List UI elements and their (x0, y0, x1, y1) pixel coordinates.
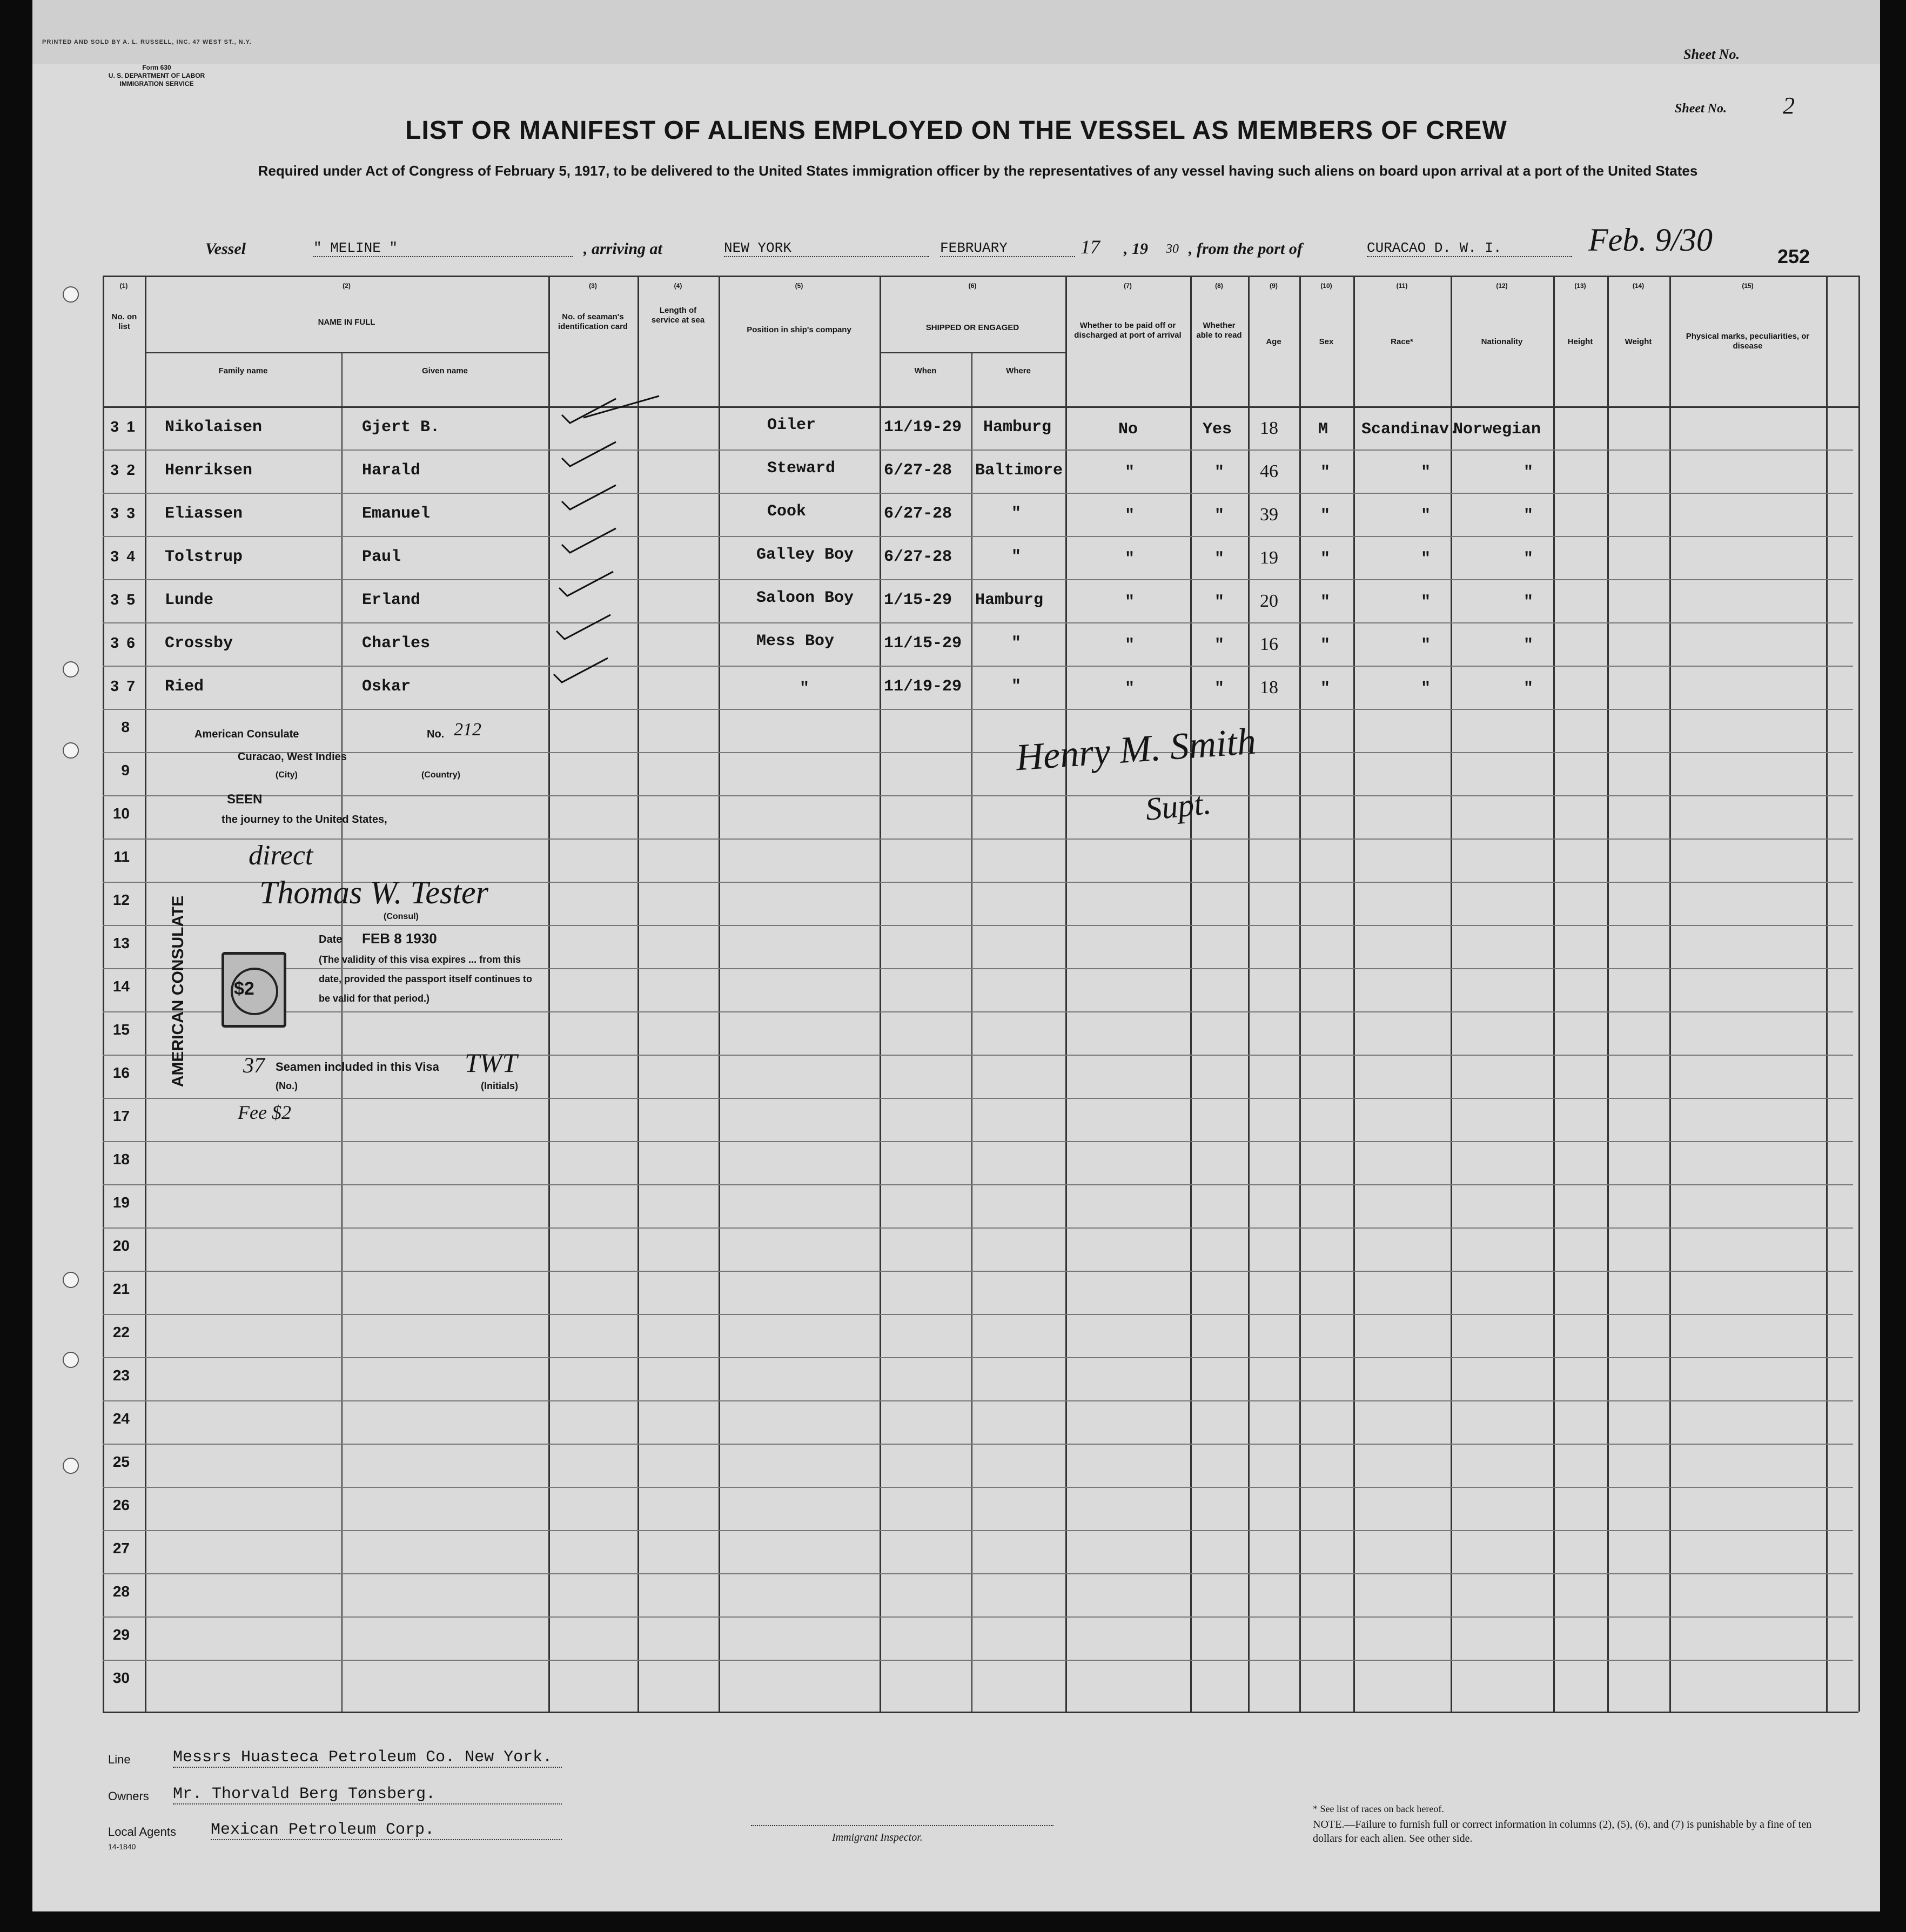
shipped-when: 6/27-28 (884, 548, 952, 566)
vessel-line (205, 222, 1880, 268)
punch-hole (63, 1352, 79, 1368)
page-subtitle: Required under Act of Congress of February 5, 1917, to be delivered to the United States immigration officer by the representatives of any vessel having such aliens on board upon arrival at a port of the United States (258, 163, 1698, 179)
top-sheet-label: Sheet No. (1683, 46, 1740, 62)
row-number: 8 (121, 719, 130, 735)
row-number: 1 (126, 418, 135, 435)
column-number: (8) (1215, 282, 1223, 290)
checkmark-icon (543, 653, 667, 685)
department: U. S. DEPARTMENT OF LABOR (108, 72, 205, 79)
row-line (103, 1357, 1853, 1358)
col-divider (1553, 276, 1555, 1712)
vessel-label: Vessel (205, 240, 246, 258)
given-name: Charles (362, 634, 431, 653)
agents-label: Local Agents (108, 1825, 176, 1839)
col-divider (1826, 276, 1828, 1712)
given-name: Paul (362, 548, 401, 566)
page-number: 252 (1777, 245, 1810, 267)
col-divider (1353, 276, 1355, 1712)
sex: " (1320, 680, 1331, 698)
nationality: Norwegian (1453, 420, 1541, 439)
line-value: Messrs Huasteca Petroleum Co. New York. (173, 1748, 562, 1768)
nationality: " (1524, 550, 1534, 568)
row-number: 22 (112, 1324, 130, 1340)
col-divider (719, 276, 720, 1712)
visa-no-label: No. (427, 728, 445, 740)
age: 19 (1260, 548, 1278, 568)
row-number: 17 (112, 1108, 130, 1124)
sex: " (1320, 593, 1331, 612)
given-name: Oskar (362, 677, 411, 696)
row-prefix: 3 (110, 461, 119, 478)
row-line (103, 709, 1853, 710)
punch-hole (63, 1272, 79, 1288)
age: 39 (1260, 505, 1278, 525)
given-name: Emanuel (362, 505, 431, 523)
row-number: 12 (112, 891, 130, 908)
city-caption: (City) (276, 770, 298, 780)
arriving-label: , arriving at (583, 240, 662, 258)
shipped-when: 11/19-29 (884, 418, 962, 437)
given-name: Erland (362, 591, 421, 609)
from-label: , from the port of (1189, 240, 1303, 258)
row-line (103, 1573, 1853, 1574)
row-number: 26 (112, 1497, 130, 1513)
race: " (1421, 507, 1431, 525)
row-line (103, 579, 1853, 580)
given-name: Gjert B. (362, 418, 440, 437)
row-line (103, 493, 1853, 494)
consul-caption: (Consul) (384, 912, 419, 921)
checkmark-icon (551, 523, 675, 555)
shipped-where: " (1011, 548, 1022, 566)
col-header-paid-off: Whether to be paid off or discharged at port of arrival (1074, 321, 1182, 340)
sex: " (1320, 636, 1331, 655)
country-caption: (Country) (421, 770, 460, 780)
row-line (103, 666, 1853, 667)
master-title: Supt. (1143, 784, 1213, 828)
col-header-where: Where (1006, 366, 1031, 375)
row-number: 27 (112, 1540, 130, 1557)
given-name: Harald (362, 461, 421, 480)
checkmark-icon (551, 393, 675, 426)
inspector-signature-line (751, 1825, 1053, 1826)
nationality: " (1524, 593, 1534, 612)
checkmark-icon (548, 566, 673, 599)
sex: " (1320, 550, 1331, 568)
fine-note: NOTE.—Failure to furnish full or correct information in columns (2), (5), (6), and (7) is punishable by a fine of ten dollars for each alien. See other side. (1313, 1819, 1812, 1844)
nationality: " (1524, 636, 1534, 655)
col-header-when: When (914, 366, 937, 375)
row-prefix: 3 (110, 418, 119, 435)
row-line (103, 622, 1853, 623)
col-divider (971, 352, 972, 1712)
visa-direct: direct (249, 840, 313, 871)
col-header-shipped-or-engaged: SHIPPED OR ENGAGED (925, 323, 1019, 332)
col-header-seaman-card: No. of seaman's identification card (558, 312, 628, 331)
owners-value: Mr. Thorvald Berg Tønsberg. (173, 1785, 562, 1804)
inspector-label: Immigrant Inspector. (832, 1832, 923, 1843)
paid-off: " (1125, 550, 1135, 568)
service: IMMIGRATION SERVICE (119, 80, 194, 88)
owners-label: Owners (108, 1789, 149, 1803)
able-to-read: " (1214, 593, 1225, 612)
shipped-where: Baltimore (975, 461, 1063, 480)
shipped-where: " (1011, 505, 1022, 523)
row-number: 29 (112, 1626, 130, 1643)
arrival-day: 17 (1080, 236, 1100, 258)
col-header-given-name: Given name (421, 366, 468, 375)
row-number: 20 (112, 1237, 130, 1254)
column-number: (10) (1320, 282, 1332, 290)
col-divider (1299, 276, 1301, 1712)
family-name: Ried (165, 677, 204, 696)
position: " (800, 680, 810, 698)
race: " (1421, 464, 1431, 482)
consulate-label: American Consulate (194, 728, 299, 740)
col-divider (1607, 276, 1609, 1712)
row-number: 21 (112, 1280, 130, 1297)
col-header-family-name: Family name (218, 366, 268, 375)
position: Saloon Boy (756, 589, 854, 607)
column-number: (13) (1574, 282, 1586, 290)
column-number: (2) (343, 282, 351, 290)
col-divider (1858, 276, 1860, 1712)
column-number: (6) (968, 282, 977, 290)
race: " (1421, 550, 1431, 568)
column-number: (3) (589, 282, 597, 290)
age: 16 (1260, 634, 1278, 654)
row-number: 28 (112, 1583, 130, 1600)
form-code: 14-1840 (108, 1842, 136, 1851)
form-id-block (86, 64, 227, 88)
family-name: Crossby (165, 634, 233, 653)
top-edge-strip (32, 0, 1880, 64)
arrival-year: 30 (1166, 242, 1179, 256)
table-bottom-border (103, 1712, 1858, 1713)
row-number: 30 (112, 1669, 130, 1686)
initials-caption: (Initials) (481, 1081, 519, 1091)
row-number: 5 (126, 591, 135, 608)
race: " (1421, 636, 1431, 655)
row-number: 16 (112, 1064, 130, 1081)
row-prefix: 3 (110, 505, 119, 521)
row-prefix: 3 (110, 677, 119, 694)
position: Mess Boy (756, 632, 835, 650)
column-number: (14) (1632, 282, 1645, 290)
column-number: (1) (119, 282, 128, 290)
nationality: " (1524, 680, 1534, 698)
paid-off: " (1125, 680, 1135, 698)
race: " (1421, 593, 1431, 612)
col-header-weight: Weight (1625, 337, 1652, 346)
column-number: (12) (1496, 282, 1508, 290)
col-header-no-on-list: No. on list (111, 312, 137, 331)
position: Cook (767, 502, 807, 521)
col-header-height: Height (1567, 337, 1593, 346)
handwritten-date: Feb. 9/30 (1588, 222, 1713, 258)
paid-off: " (1125, 507, 1135, 525)
paid-off: " (1125, 464, 1135, 482)
race: " (1421, 680, 1431, 698)
paid-off: " (1125, 636, 1135, 655)
departure-port: CURACAO D. W. I. (1367, 240, 1572, 257)
age: 20 (1260, 591, 1278, 611)
row-number: 25 (112, 1453, 130, 1470)
column-number: (4) (674, 282, 682, 290)
able-to-read: " (1214, 680, 1225, 698)
row-line (103, 536, 1853, 537)
vertical-consulate-stamp: AMERICAN CONSULATE (169, 895, 187, 1088)
shipped-where: " (1011, 634, 1022, 653)
family-name: Nikolaisen (165, 418, 263, 437)
form-id: Form 630 (142, 64, 171, 71)
shipped-when: 11/15-29 (884, 634, 962, 653)
col-header-race: Race* (1391, 337, 1413, 346)
col-header-length-of-service: Length of service at sea (651, 306, 705, 325)
row-number: 6 (126, 634, 135, 651)
column-number: (15) (1742, 282, 1754, 290)
shipped-subheader-line (880, 352, 1065, 353)
seen-label: SEEN (227, 792, 263, 807)
shipped-when: 11/19-29 (884, 677, 962, 696)
printer-credit: PRINTED AND SOLD BY A. L. RUSSELL, INC. 47 WEST ST., N.Y. (42, 39, 252, 45)
visa-location: Curacao, West Indies (238, 751, 347, 763)
family-name: Eliassen (165, 505, 243, 523)
position: Galley Boy (756, 546, 854, 564)
row-line (103, 1487, 1853, 1488)
nationality: " (1524, 464, 1534, 482)
col-divider (103, 276, 104, 1712)
able-to-read: " (1214, 636, 1225, 655)
col-header-name-in-full: NAME IN FULL (318, 318, 375, 327)
col-divider (1065, 276, 1067, 1712)
shipped-where: Hamburg (983, 418, 1052, 437)
col-header-physical-marks: Physical marks, peculiarities, or disease (1686, 332, 1810, 351)
row-number: 13 (112, 935, 130, 951)
row-line (103, 1271, 1853, 1272)
row-line (103, 1444, 1853, 1445)
fee-stamp-value: $2 (234, 978, 254, 999)
visa-stamp (146, 712, 556, 1144)
col-divider (1248, 276, 1250, 1712)
vessel-name: " MELINE " (313, 240, 573, 257)
col-divider (1669, 276, 1671, 1712)
visa-validity: (The validity of this visa expires ... from this date, provided the passport itself continues to be valid for that period.) (319, 954, 533, 1004)
column-number: (9) (1270, 282, 1278, 290)
able-to-read: Yes (1203, 420, 1232, 439)
column-number: (5) (795, 282, 803, 290)
row-line (103, 1400, 1853, 1401)
row-line (103, 1184, 1853, 1185)
seamen-text: Seamen included in this Visa (276, 1060, 439, 1074)
col-divider (880, 276, 881, 1712)
able-to-read: " (1214, 550, 1225, 568)
row-number: 4 (126, 548, 135, 565)
col-header-age: Age (1266, 337, 1281, 346)
checkmark-icon (551, 437, 675, 469)
shipped-when: 1/15-29 (884, 591, 952, 609)
family-name: Henriksen (165, 461, 253, 480)
row-number: 23 (112, 1367, 130, 1384)
sex: " (1320, 464, 1331, 482)
position: Oiler (767, 416, 816, 434)
row-number: 14 (112, 978, 130, 995)
punch-hole (63, 742, 79, 759)
row-number: 7 (126, 677, 135, 694)
consul-signature: Thomas W. Tester (259, 875, 489, 910)
row-prefix: 3 (110, 548, 119, 565)
sheet-number-label: Sheet No. (1675, 102, 1727, 116)
year-prefix: , 19 (1124, 240, 1148, 258)
shipped-when: 6/27-28 (884, 461, 952, 480)
race: Scandinav. (1361, 420, 1459, 439)
age: 46 (1260, 461, 1278, 481)
sex: " (1320, 507, 1331, 525)
shipped-when: 6/27-28 (884, 505, 952, 523)
col-header-able-to-read: Whether able to read (1196, 321, 1242, 340)
seamen-count: 37 (243, 1053, 265, 1077)
row-prefix: 3 (110, 591, 119, 608)
row-prefix: 3 (110, 634, 119, 651)
journey-text: the journey to the United States, (222, 814, 387, 826)
checkmark-icon (551, 480, 675, 512)
row-number: 10 (112, 805, 130, 822)
checkmark-icon (546, 609, 670, 642)
col-header-nationality: Nationality (1481, 337, 1523, 346)
col-header-position: Position in ship's company (747, 325, 851, 334)
row-number: 15 (112, 1021, 130, 1038)
col-header-sex: Sex (1319, 337, 1334, 346)
row-line (103, 450, 1853, 451)
sex: M (1318, 420, 1328, 439)
name-subheader-line (146, 352, 548, 353)
row-line (103, 1616, 1853, 1618)
able-to-read: " (1214, 464, 1225, 482)
table-top-border (103, 276, 1858, 277)
punch-hole (63, 661, 79, 677)
family-name: Lunde (165, 591, 214, 609)
punch-hole (63, 286, 79, 303)
no-caption: (No.) (276, 1081, 298, 1091)
manifest-sheet (32, 64, 1880, 1911)
arrival-month: FEBRUARY (940, 240, 1075, 257)
row-number: 11 (113, 848, 130, 865)
footer (103, 1739, 1858, 1901)
page-title: LIST OR MANIFEST OF ALIENS EMPLOYED ON THE VESSEL AS MEMBERS OF CREW (405, 116, 1507, 145)
fee-stamp (222, 952, 286, 1028)
line-label: Line (108, 1753, 131, 1766)
position: Steward (767, 459, 836, 478)
agents-value: Mexican Petroleum Corp. (211, 1821, 562, 1840)
paid-off: " (1125, 593, 1135, 612)
nationality: " (1524, 507, 1534, 525)
visa-date: FEB 8 1930 (362, 930, 437, 947)
col-divider (1190, 276, 1192, 1712)
row-line (103, 1660, 1853, 1661)
shipped-where: Hamburg (975, 591, 1044, 609)
column-number: (11) (1396, 282, 1408, 290)
row-number: 18 (112, 1151, 130, 1168)
col-divider (1451, 276, 1452, 1712)
master-signature: Henry M. Smith (1014, 720, 1258, 779)
family-name: Tolstrup (165, 548, 243, 566)
row-number: 3 (126, 505, 135, 521)
age: 18 (1260, 677, 1278, 697)
row-number: 2 (126, 461, 135, 478)
row-number: 9 (121, 762, 130, 779)
row-line (103, 1227, 1853, 1229)
visa-date-label: Date (319, 934, 343, 945)
age: 18 (1260, 418, 1278, 438)
sheet-number: 2 (1783, 92, 1795, 119)
visa-no: 212 (454, 720, 481, 740)
arrival-port: NEW YORK (724, 240, 929, 257)
visa-initials: TWT (465, 1048, 518, 1078)
shipped-where: " (1011, 677, 1022, 696)
paid-off: No (1118, 420, 1138, 439)
header-bottom-border (103, 406, 1858, 408)
visa-fee: Fee $2 (238, 1102, 291, 1123)
able-to-read: " (1214, 507, 1225, 525)
column-number: (7) (1124, 282, 1132, 290)
punch-hole (63, 1458, 79, 1474)
row-line (103, 1530, 1853, 1531)
row-number: 19 (112, 1194, 130, 1211)
row-line (103, 1314, 1853, 1315)
races-note: * See list of races on back hereof. (1313, 1803, 1444, 1814)
row-number: 24 (112, 1410, 130, 1427)
